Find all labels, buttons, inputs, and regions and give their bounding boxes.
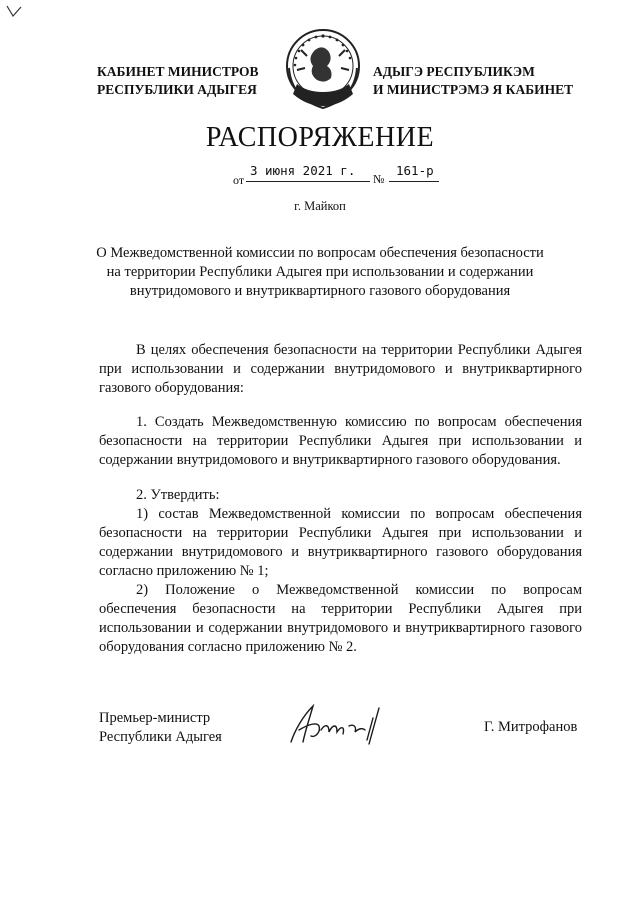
item-2-1-paragraph: 1) состав Межведомственной комиссии по вопросам обеспечения безопасности на территории Республики Адыгея при использовании и содержании внутридомового и внутриквартирного газового оборудования согласно приложению № 1; — [99, 506, 582, 579]
document-subject — [90, 244, 550, 301]
document-number: 161-р — [396, 163, 434, 178]
signer-name: Г. Митрофанов — [484, 719, 578, 735]
number-prefix: № — [373, 172, 385, 186]
issuer-line: РЕСПУБЛИКИ АДЫГЕЯ — [97, 82, 257, 97]
item-2-2-paragraph: 2) Положение о Межведомственной комиссии по вопросам обеспечения безопасности на территории Республики Адыгея при использовании и содержании внутридомового и внутриквартирного газового оборудования согласно приложению № 2. — [99, 582, 582, 655]
document-title: РАСПОРЯЖЕНИЕ — [205, 122, 435, 153]
subject-line: на территории Республики Адыгея при использовании и содержании — [106, 264, 534, 280]
issuer-line: И МИНИСТРЭМЭ Я КАБИНЕТ — [373, 82, 574, 97]
coat-of-arms-emblem — [283, 28, 363, 114]
issuer-name-russian — [97, 63, 259, 99]
signer-position-line: Премьер-министр — [99, 710, 211, 726]
date-underline — [246, 181, 370, 182]
preamble-paragraph: В целях обеспечения безопасности на территории Республики Адыгея при использовании и содержании внутридомового и внутриквартирного газового оборудования: — [99, 342, 582, 396]
subject-line: О Межведомственной комиссии по вопросам обеспечения безопасности — [96, 245, 544, 261]
signer-position — [99, 709, 222, 747]
city: г. Майкоп — [294, 199, 346, 213]
item-2-heading: 2. Утвердить: — [136, 487, 220, 503]
number-underline — [389, 181, 439, 182]
issuer-line: АДЫГЭ РЕСПУБЛИКЭМ — [373, 64, 535, 79]
issuer-line: КАБИНЕТ МИНИСТРОВ — [97, 64, 259, 79]
item-1-paragraph: 1. Создать Межведомственную комиссию по вопросам обеспечения безопасности на территории Республики Адыгея при использовании и содержании внутридомового и внутриквартирного газового оборудования. — [99, 414, 582, 468]
subject-line: внутридомового и внутриквартирного газового оборудования — [129, 283, 511, 299]
handwritten-signature — [283, 700, 408, 748]
document-date: 3 июня 2021 г. — [250, 163, 356, 178]
signer-position-line: Республики Адыгея — [99, 729, 222, 745]
folded-corner-icon — [5, 4, 23, 18]
date-prefix: от — [233, 173, 245, 187]
issuer-name-adyghe — [373, 63, 573, 99]
